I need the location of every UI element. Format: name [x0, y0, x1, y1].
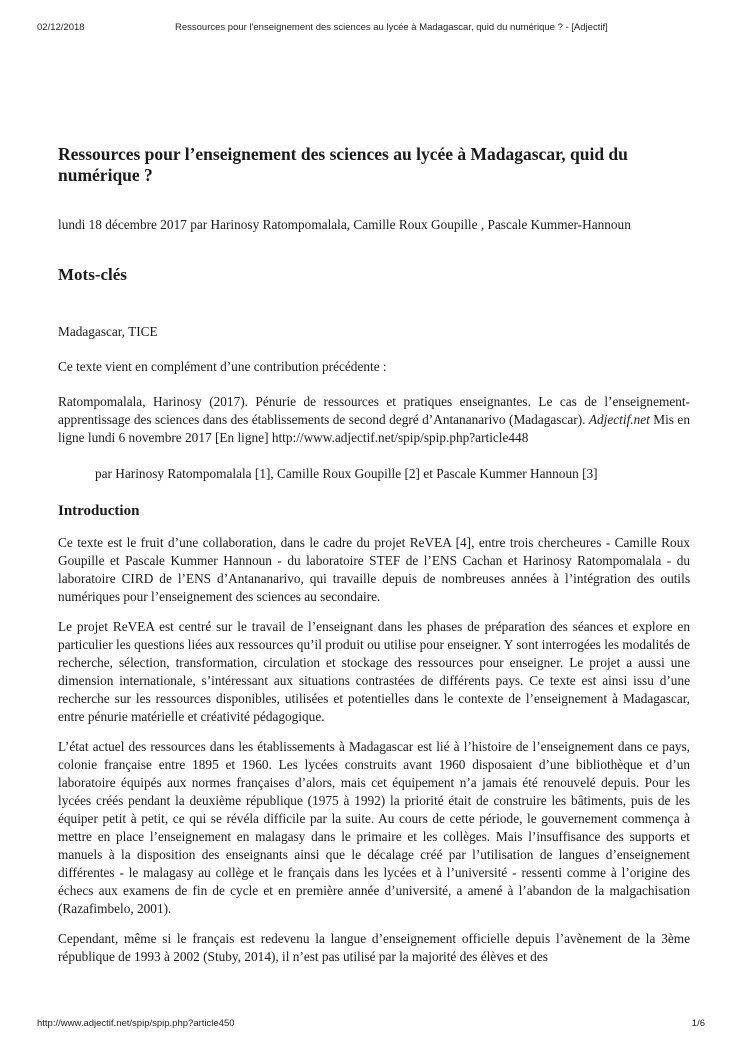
complement-note: Ce texte vient en complément d’une contribution précédente :	[58, 359, 387, 374]
paragraph: Cependant, même si le français est redevenu la langue d’enseignement officielle depuis l’avènement de la 3ème république de 1993 à 2002 (Stuby, 2014), il n’est pas utilisé par la majorité des élèves et des	[58, 931, 690, 964]
paragraph: Ce texte est le fruit d’une collaboration, dans le cadre du projet ReVEA [4], entre trois chercheures - Camille Roux Goupille et Pascale Kummer Hannoun - du laboratoire STEF de l’ENS Cachan et Harinosy Ratompomalala - du laboratoire CIRD de l’ENS d’Antananarivo, qui travaille depuis de nombreuses années à l’intégration des outils numériques pour l’enseignement des sciences au secondaire.	[58, 535, 690, 604]
article-byline: lundi 18 décembre 2017 par Harinosy Ratompomalala, Camille Roux Goupille , Pascale Kummer-Hannoun	[58, 217, 631, 232]
reference-details: Mis en ligne lundi 6 novembre 2017 [En ligne] http://www.adjectif.net/spip/spip.php?article448	[58, 412, 690, 445]
article-body	[58, 144, 690, 966]
introduction-heading: Introduction	[58, 503, 140, 519]
keywords-heading: Mots-clés	[58, 265, 127, 284]
keywords-text: Madagascar, TICE	[58, 324, 158, 339]
footer-url: http://www.adjectif.net/spip/spip.php?article450	[37, 1018, 235, 1029]
authors-note: par Harinosy Ratompomalala [1], Camille Roux Goupille [2] et Pascale Kummer Hannoun [3]	[95, 466, 598, 481]
page-number: 1/6	[691, 1018, 705, 1029]
print-footer	[0, 1018, 745, 1032]
reference-text: Ratompomalala, Harinosy (2017). Pénurie de ressources et pratiques enseignantes. Le cas de l’enseignement-apprentissage des sciences dans des établissements de second degré d’Antananarivo (Madagascar).	[58, 394, 690, 427]
print-page-title: Ressources pour l'enseignement des sciences au lycée à Madagascar, quid du numérique ? - [Adjectif]	[175, 22, 608, 33]
reference-paragraph	[58, 393, 690, 447]
reference-journal: Adjectif.net	[588, 412, 650, 427]
paragraph: Le projet ReVEA est centré sur le travail de l’enseignant dans les phases de préparation des séances et explore en particulier les questions liées aux ressources qu’il produit ou utilise pour enseigner. Y sont interrogées les modalités de recherche, sélection, transformation, circulation et stockage des ressources pour enseigner. Le projet a aussi une dimension internationale, s’intéressant aux situations contrastées de différents pays. Ce texte est ainsi issu d’une recherche sur les ressources disponibles, utilisées et potentielles dans le contexte de l’enseignement à Madagascar, entre pénurie matérielle et créativité pédagogique.	[58, 619, 690, 724]
print-date: 02/12/2018	[37, 22, 85, 33]
article-title: Ressources pour l’enseignement des sciences au lycée à Madagascar, quid du numérique ?	[58, 144, 628, 185]
paragraph: L’état actuel des ressources dans les établissements à Madagascar est lié à l’histoire de l’enseignement dans ce pays, colonie française entre 1895 et 1960. Les lycées construits avant 1960 disposaient d’une bibliothèque et d’un laboratoire équipés aux normes françaises d’alors, mais cet équipement n’a jamais été renouvelé depuis. Pour les lycées créés pendant la deuxième république (1975 à 1992) la priorité était de construire les bâtiments, puis de les équiper petit à petit, ce qui se révéla difficile par la suite. Au cours de cette période, le gouvernement commença à mettre en place l’enseignement en malagasy dans le primaire et les collèges. Mais l’insuffisance des supports et manuels à la disposition des enseignants ainsi que le décalage créé par l’utilisation de langues d’enseignement différentes - le malagasy au collège et le français dans les lycées et à l’université - ressenti comme à l’origine des échecs aux examens de fin de cycle et en première année d’université, a amené à l’abandon de la malgachisation (Razafimbelo, 2001).	[58, 739, 690, 916]
print-header	[0, 22, 745, 36]
